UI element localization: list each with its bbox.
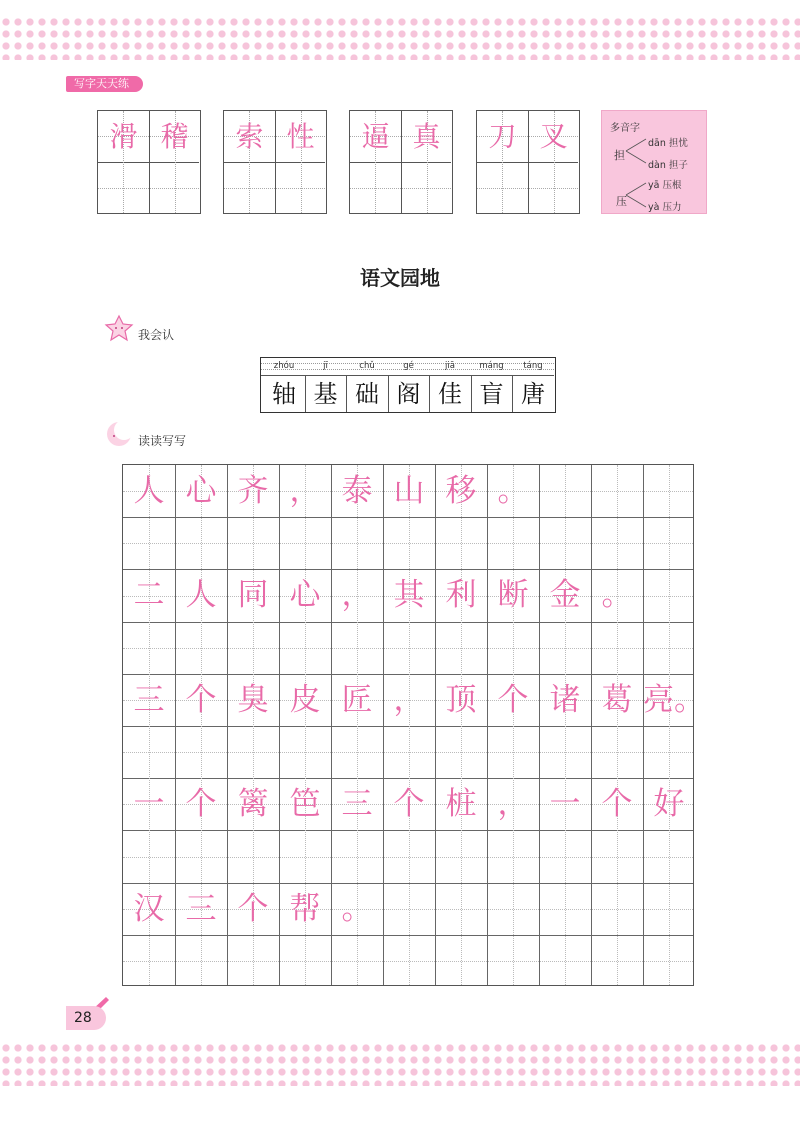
- recognize-char: 础: [355, 380, 379, 408]
- pinyin-label: jī: [323, 361, 328, 371]
- grid-char: 利: [445, 577, 477, 614]
- grid-char: 帮: [289, 890, 321, 927]
- practice-char: 真: [412, 120, 441, 153]
- grid-char: ，: [289, 473, 321, 509]
- grid-char: 其: [393, 577, 425, 614]
- grid-char: 个: [393, 786, 425, 823]
- grid-char: 笆: [289, 786, 321, 823]
- grid-char: 断: [497, 577, 529, 614]
- polyphone-char-1: 担: [614, 149, 625, 162]
- grid-char: 心: [185, 473, 217, 509]
- grid-char: 。: [601, 577, 633, 614]
- grid-char: 好: [653, 786, 685, 823]
- recognize-char: 盲: [479, 380, 504, 408]
- decorative-dot-border-top: [0, 16, 800, 60]
- practice-box: [97, 110, 201, 214]
- grid-char: ，: [393, 681, 425, 718]
- grid-char: 个: [185, 786, 217, 823]
- grid-char: 同: [237, 577, 269, 614]
- pinyin-word-box: [260, 357, 556, 413]
- pinyin-label: máng: [479, 361, 504, 371]
- practice-box: [349, 110, 453, 214]
- recognize-char: 唐: [521, 380, 545, 408]
- grid-char: 葛: [601, 681, 633, 718]
- grid-char: 篱: [237, 786, 269, 823]
- grid-char: 亮。: [643, 681, 705, 718]
- practice-char: 索: [235, 120, 264, 153]
- recognize-char: 阁: [396, 380, 421, 408]
- grid-char: 心: [289, 577, 321, 614]
- grid-char: 。: [497, 473, 529, 509]
- practice-box: [476, 110, 580, 214]
- polyphone-reading-1b: dàn 担子: [648, 160, 688, 171]
- polyphone-reading-2a: yā 压根: [648, 180, 682, 191]
- grid-char: 三: [185, 890, 217, 927]
- grid-char: 泰: [341, 473, 373, 509]
- page-title: 语文园地: [360, 266, 440, 290]
- section-label-readwrite: 读读写写: [138, 434, 187, 448]
- grid-char: 个: [497, 681, 529, 718]
- grid-char: 一: [133, 786, 165, 823]
- recognize-char: 轴: [272, 380, 296, 408]
- star-icon: [104, 314, 134, 342]
- polyphone-char-2: 压: [616, 195, 627, 208]
- grid-char: ，: [341, 577, 373, 614]
- decorative-dot-border-bottom: [0, 1042, 800, 1086]
- grid-char: ，: [497, 786, 529, 823]
- practice-char: 性: [286, 120, 315, 153]
- pinyin-label: gé: [403, 361, 414, 371]
- practice-char: 滑: [109, 120, 138, 153]
- recognize-char: 基: [313, 380, 338, 408]
- polyphone-title: 多音字: [610, 123, 640, 134]
- practice-char: 叉: [539, 120, 568, 153]
- grid-char: 个: [601, 786, 633, 823]
- pinyin-label: chǔ: [359, 361, 375, 371]
- grid-char: 移: [445, 473, 477, 509]
- polyphone-reading-2b: yà 压力: [648, 202, 682, 213]
- grid-char: 金: [549, 577, 581, 614]
- practice-char: 刀: [488, 120, 517, 153]
- grid-char: 山: [393, 473, 425, 509]
- grid-char: 桩: [445, 786, 477, 823]
- grid-char: 皮: [289, 681, 321, 718]
- practice-char: 稽: [160, 120, 189, 153]
- readwrite-grid: [122, 464, 705, 986]
- grid-char: 人: [133, 473, 165, 509]
- grid-char: 顶: [445, 681, 477, 718]
- grid-char: 臭: [237, 681, 269, 718]
- practice-box: [223, 110, 327, 214]
- grid-char: 三: [341, 786, 373, 823]
- polyphone-reading-1a: dān 担忧: [648, 138, 688, 149]
- grid-char: 汉: [133, 890, 165, 927]
- page-number: 28: [66, 1006, 106, 1030]
- moon-icon: [102, 418, 136, 448]
- pinyin-label: zhóu: [273, 361, 295, 371]
- grid-char: 诸: [549, 681, 581, 718]
- grid-char: 。: [341, 890, 373, 927]
- grid-char: 个: [237, 890, 269, 927]
- section-tag: 写字天天练: [66, 76, 143, 92]
- grid-char: 二: [133, 577, 165, 614]
- pinyin-label: táng: [523, 361, 543, 371]
- recognize-char: 佳: [438, 380, 462, 408]
- grid-char: 人: [185, 577, 217, 614]
- pinyin-label: jiā: [445, 361, 455, 371]
- polyphone-note: [601, 110, 707, 214]
- practice-char: 逼: [361, 120, 390, 153]
- grid-char: 三: [133, 681, 165, 718]
- grid-char: 匠: [341, 681, 373, 718]
- grid-char: 个: [185, 681, 217, 718]
- grid-char: 一: [549, 786, 581, 823]
- section-label-recognize: 我会认: [138, 328, 175, 342]
- grid-char: 齐: [237, 473, 269, 509]
